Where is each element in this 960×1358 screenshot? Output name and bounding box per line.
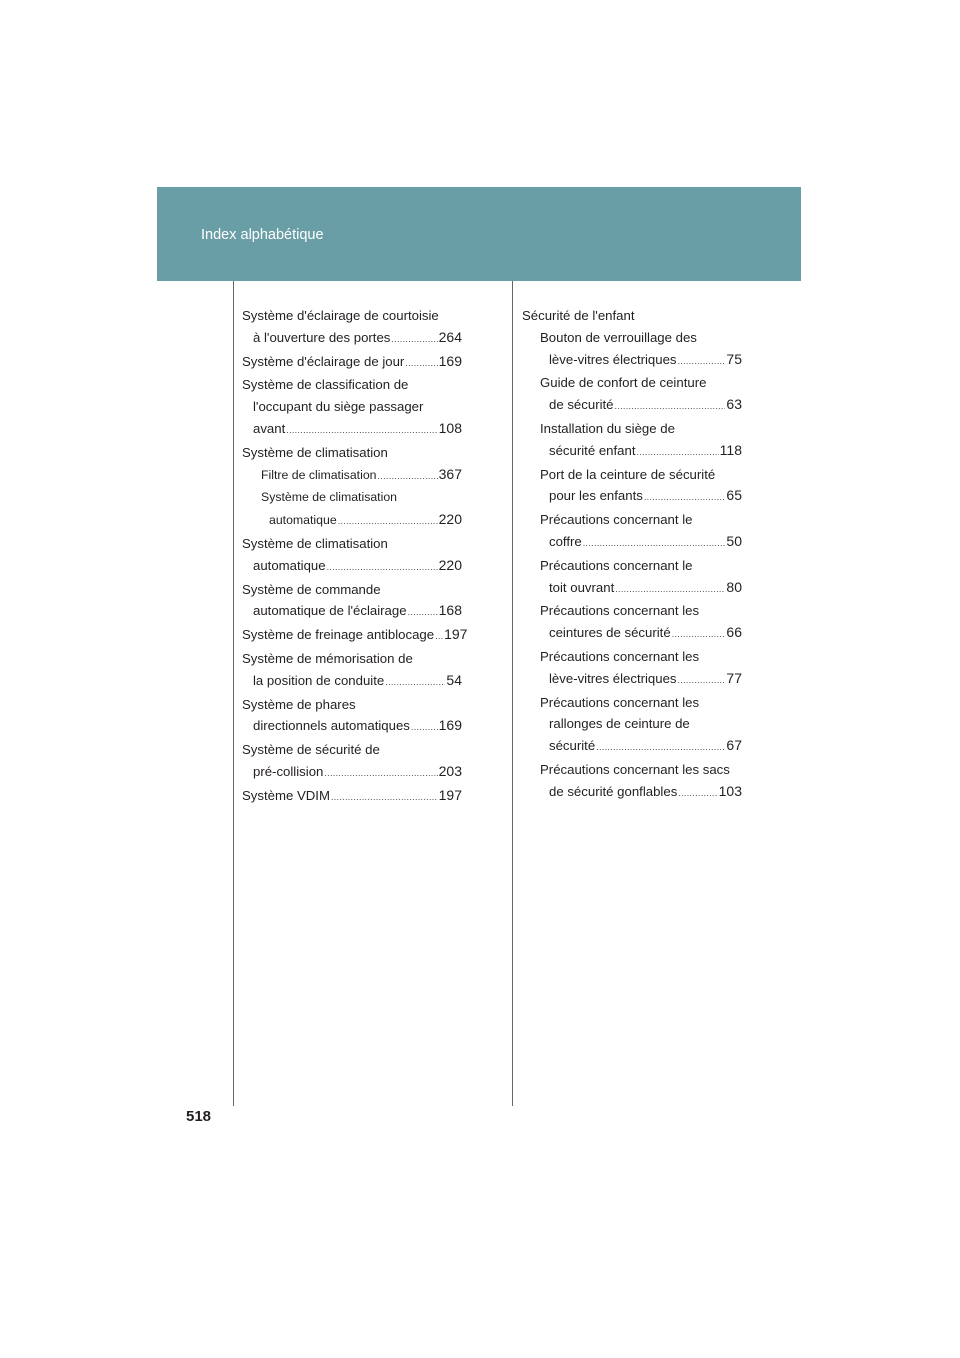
index-entry-text: ceintures de sécurité [549, 625, 671, 641]
index-entry [242, 487, 462, 533]
index-entry [242, 533, 462, 579]
dot-leader [331, 787, 438, 809]
column-divider-left [233, 281, 234, 1106]
index-entry-text: directionnels automatiques [253, 718, 410, 734]
index-entry-text: Installation du siège de [540, 420, 675, 436]
index-entry-text: Système de sécurité de [242, 742, 380, 758]
index-entry-text: rallonges de ceinture de [549, 716, 690, 732]
index-entry [242, 351, 462, 375]
index-entry-text: Sécurité de l'enfant [522, 308, 635, 323]
index-entry-text: Précautions concernant les [540, 648, 700, 664]
index-entry-text: automatique [253, 557, 326, 573]
dot-leader [378, 466, 438, 488]
index-entry [522, 372, 742, 418]
dot-leader [615, 396, 726, 418]
index-entry-text: de sécurité gonflables [549, 783, 678, 799]
index-page-ref: 220 [438, 556, 462, 573]
index-entry-text: la position de conduite [253, 672, 385, 688]
index-entry-text: Système de phares [242, 696, 356, 712]
dot-leader [385, 672, 445, 694]
index-entry [242, 624, 468, 648]
dot-leader [678, 783, 717, 805]
index-entry [522, 692, 742, 759]
index-page-ref: 197 [444, 626, 468, 643]
index-page-ref: 103 [718, 782, 742, 799]
index-entry-text: Précautions concernant les [540, 694, 700, 710]
index-entry-text: Précautions concernant le [540, 512, 693, 528]
index-page-ref: 197 [438, 786, 462, 803]
index-entry-text: Système de freinage antiblocage [242, 627, 435, 643]
index-entry-text: de sécurité [549, 397, 614, 413]
index-entry-text: Précautions concernant le [540, 557, 693, 573]
index-entry-text: coffre [549, 533, 582, 549]
index-entry-text: toit ouvrant [549, 579, 615, 595]
index-page-ref: 108 [438, 419, 462, 436]
index-page-ref: 118 [719, 441, 742, 458]
index-entry-text: lève-vitres électriques [549, 670, 677, 686]
index-entry [242, 694, 462, 740]
index-entry-text: automatique [269, 513, 337, 528]
dot-leader [324, 763, 437, 785]
index-entry [522, 327, 742, 373]
index-entry-text: Système de climatisation [242, 535, 388, 551]
column-divider-right [512, 281, 513, 1106]
index-entry-text: Précautions concernant les [540, 603, 700, 619]
index-entry-text: Système VDIM [242, 787, 330, 803]
index-entry-text: Filtre de climatisation [261, 467, 377, 482]
index-entry [522, 646, 742, 692]
index-page-ref: 63 [726, 396, 742, 413]
index-entry-text: pré-collision [253, 763, 324, 779]
index-entry [522, 305, 742, 327]
index-page-ref: 169 [438, 352, 462, 369]
index-page-ref: 75 [726, 350, 742, 367]
dot-leader [644, 487, 726, 509]
index-page-ref: 65 [726, 487, 742, 504]
index-entry-text: Système de climatisation [242, 444, 388, 460]
dot-leader [672, 624, 726, 646]
index-entry-text: l'occupant du siège passager [253, 399, 424, 415]
index-entry-text: Système de classification de [242, 377, 409, 393]
index-page-ref: 367 [438, 465, 462, 482]
index-entry-text: Système d'éclairage de courtoisie [242, 308, 439, 323]
dot-leader [615, 579, 725, 601]
index-entry-text: Système de commande [242, 581, 381, 597]
dot-leader [678, 670, 726, 692]
index-page-ref: 66 [726, 624, 742, 641]
index-entry [242, 785, 462, 809]
index-page-ref: 50 [726, 532, 742, 549]
dot-leader [678, 351, 726, 373]
index-column-left [242, 305, 468, 809]
dot-leader [411, 717, 438, 739]
index-entry [242, 464, 462, 488]
index-entry [242, 579, 462, 625]
dot-leader [435, 626, 443, 648]
dot-leader [391, 329, 437, 351]
index-page-ref: 220 [438, 511, 462, 528]
index-entry-text: à l'ouverture des portes [253, 329, 391, 345]
dot-leader [637, 442, 719, 464]
index-page-ref: 67 [726, 737, 742, 754]
index-entry [242, 442, 462, 464]
dot-leader [338, 511, 438, 533]
index-page-ref: 54 [446, 671, 462, 688]
index-entry [522, 600, 742, 646]
index-entry [242, 374, 462, 441]
index-entry [522, 418, 742, 464]
index-entry-text: Précautions concernant les sacs [540, 761, 730, 777]
index-entry [522, 555, 742, 601]
dot-leader [327, 557, 438, 579]
index-entry [522, 759, 742, 805]
index-entry-text: sécurité [549, 738, 596, 754]
index-entry-text: Système de climatisation [261, 490, 398, 505]
index-page-ref: 169 [438, 717, 462, 734]
index-entry [522, 464, 742, 510]
index-entry-text: Bouton de verrouillage des [540, 329, 697, 345]
index-entry-text: Système de mémorisation de [242, 650, 413, 666]
index-column-right [522, 305, 742, 805]
index-entry-text: pour les enfants [549, 488, 643, 504]
section-title: Index alphabétique [201, 227, 324, 243]
dot-leader [583, 533, 726, 555]
page-number: 518 [186, 1108, 212, 1125]
index-entry [242, 305, 462, 351]
index-page-ref: 264 [438, 328, 462, 345]
index-entry-text: lève-vitres électriques [549, 351, 677, 367]
index-page-ref: 77 [726, 669, 742, 686]
index-entry-text: sécurité enfant [549, 442, 636, 458]
index-entry [522, 509, 742, 555]
dot-leader [405, 353, 437, 375]
index-entry-text: Port de la ceinture de sécurité [540, 466, 716, 482]
dot-leader [286, 420, 437, 442]
header-band [157, 187, 801, 281]
index-entry-text: automatique de l'éclairage [253, 603, 407, 619]
index-entry [242, 648, 462, 694]
index-entry-text: Système d'éclairage de jour [242, 353, 405, 369]
index-page-ref: 168 [438, 602, 462, 619]
index-page-ref: 80 [726, 578, 742, 595]
dot-leader [596, 737, 725, 759]
index-entry-text: avant [253, 420, 286, 436]
index-page-ref: 203 [438, 762, 462, 779]
dot-leader [408, 602, 438, 624]
index-entry-text: Guide de confort de ceinture [540, 375, 707, 391]
index-entry [242, 739, 462, 785]
